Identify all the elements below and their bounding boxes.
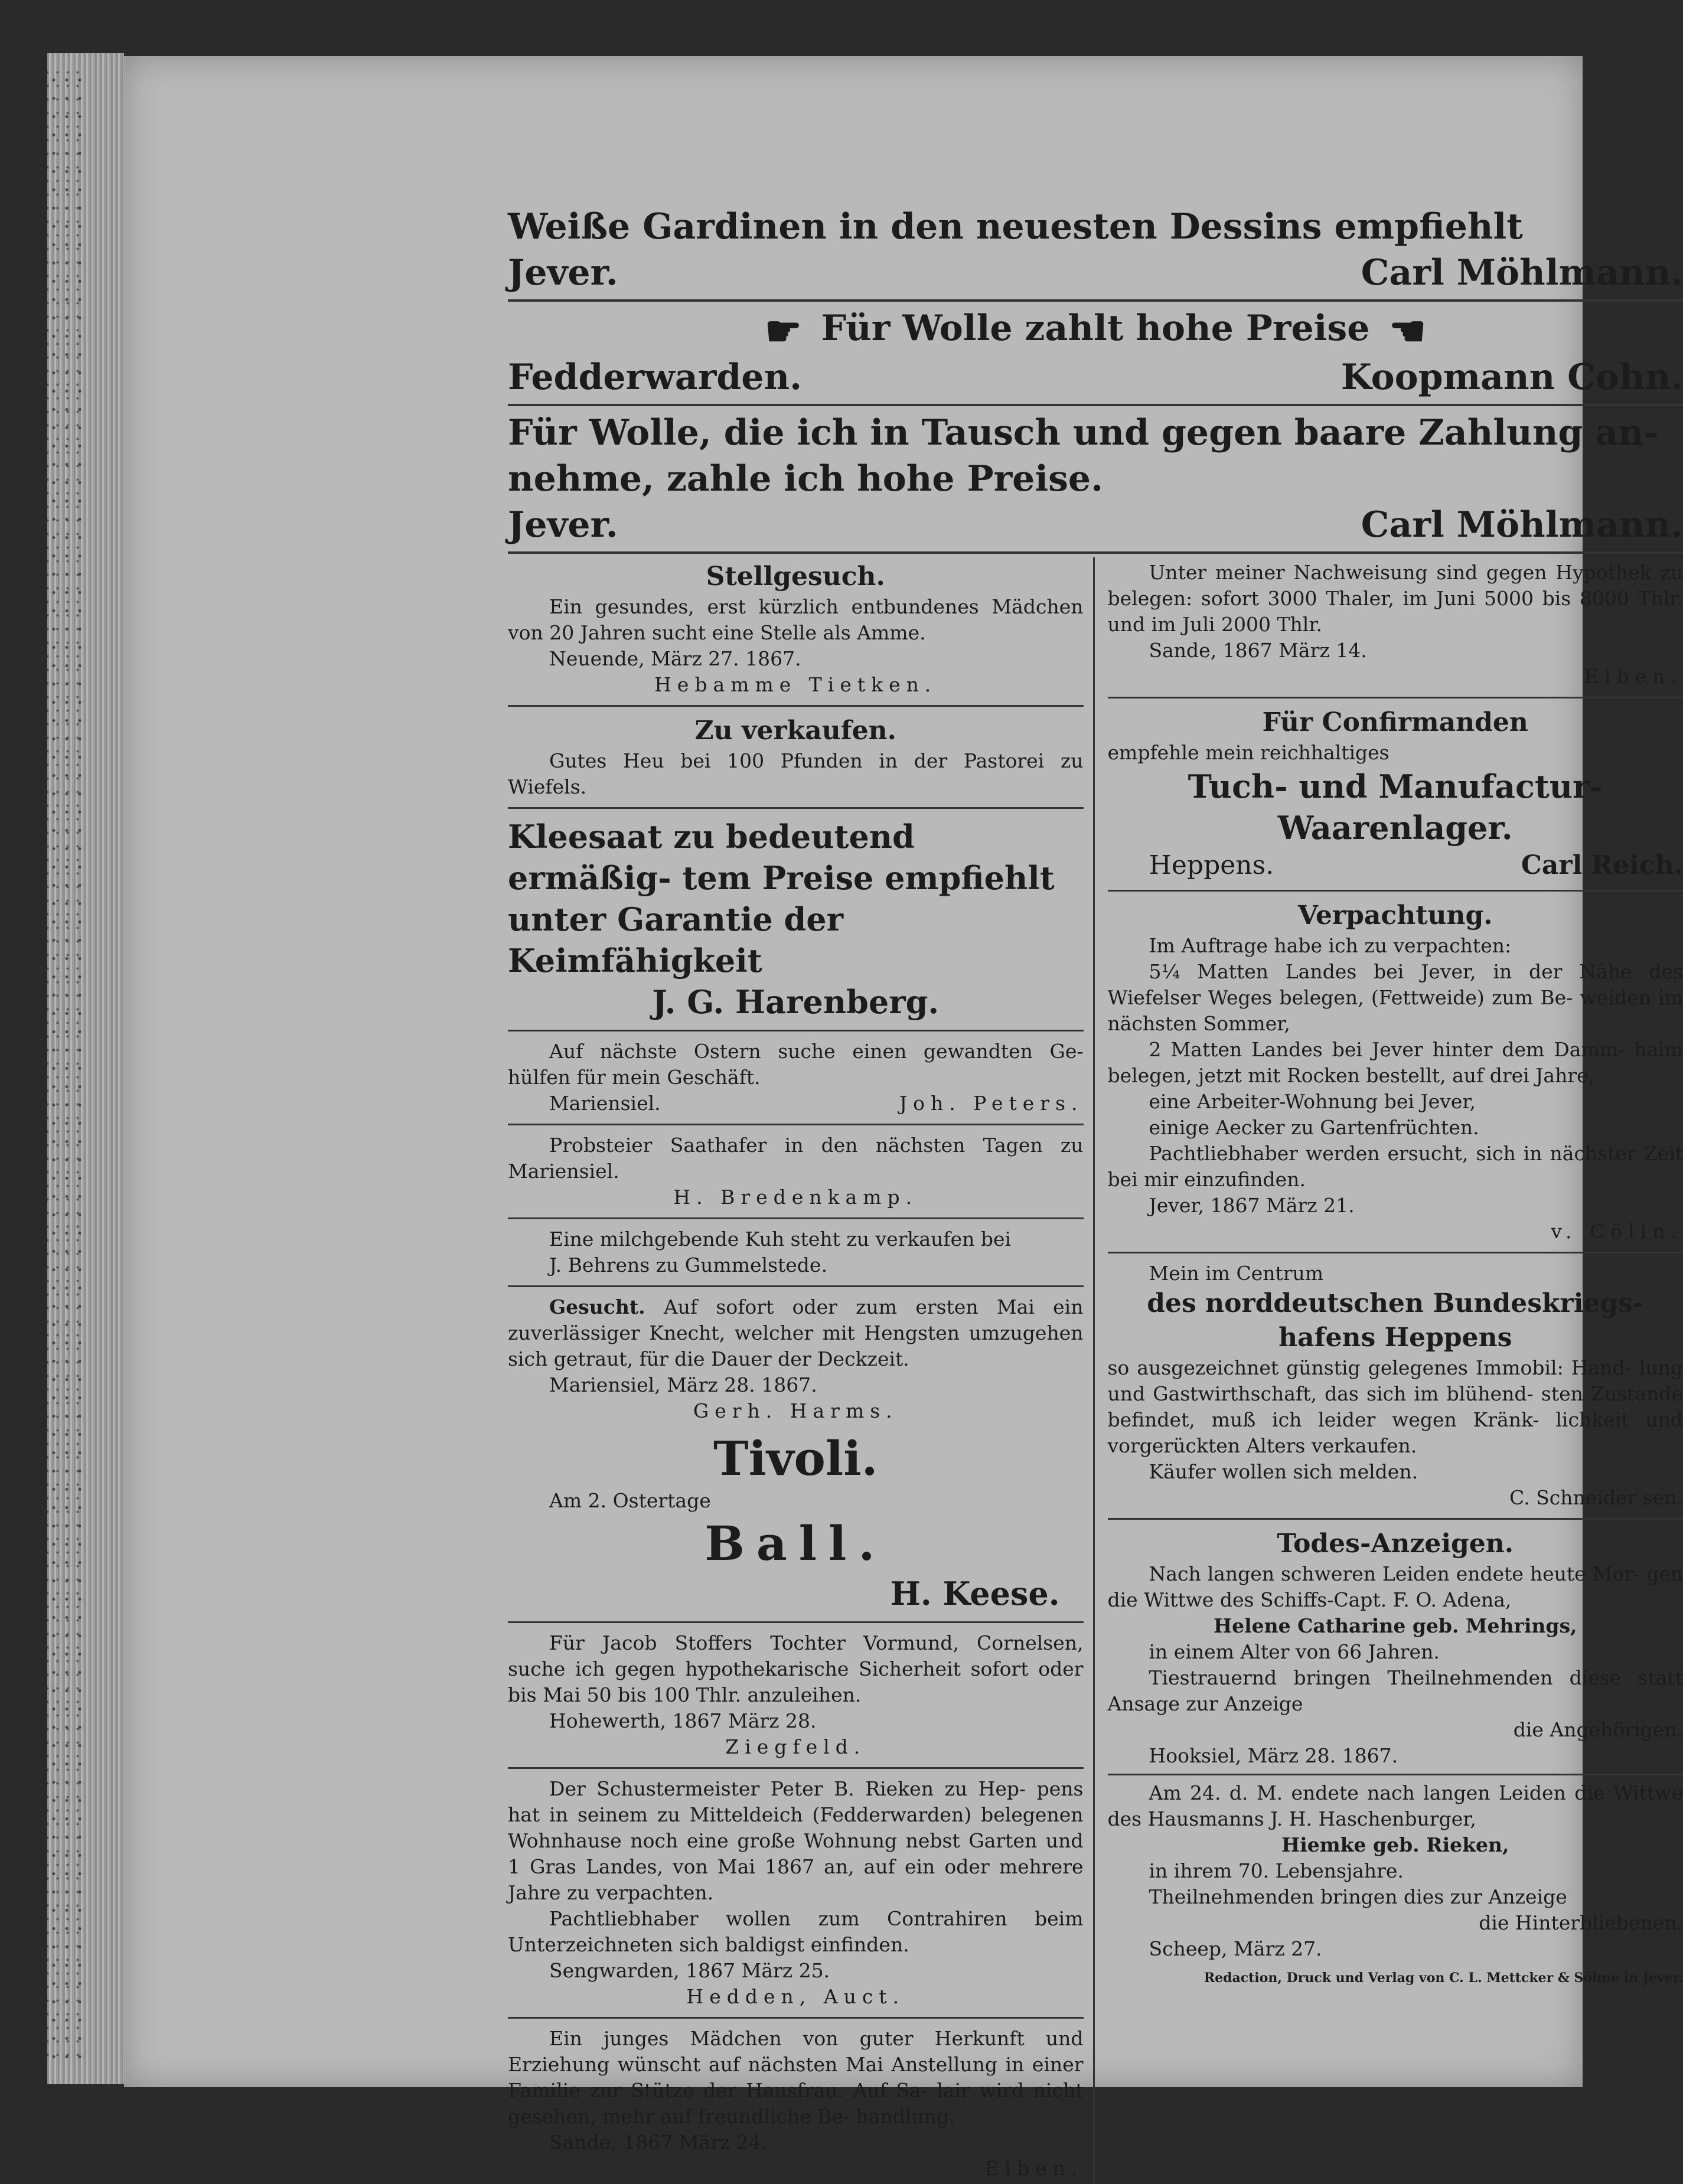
ad-signature: Hebamme Tietken. <box>508 672 1084 698</box>
divider <box>1108 1518 1683 1520</box>
ad-text: Auf nächste Ostern suche einen gewandten Ge- hülfen für mein Geschäft. <box>508 1039 1084 1091</box>
hypothek-ad <box>1108 557 1683 692</box>
ad-date: Sengwarden, 1867 März 25. <box>508 1958 1084 1984</box>
death1-date: Hooksiel, März 28. 1867. <box>1108 1743 1683 1769</box>
wool2-ad-line1: Für Wolle, die ich in Tausch und gegen baare Zahlung an- <box>508 410 1683 456</box>
divider <box>1108 1774 1683 1775</box>
gesucht-ad <box>508 1292 1084 1426</box>
ad-place: Heppens. <box>1108 848 1274 883</box>
ad-signature: v. Cölln. <box>1108 1219 1683 1245</box>
ad-text: Der Schustermeister Peter B. Rieken zu Hep- pens hat in seinem zu Mitteldeich (Fedderwarden) belegenen Wohnhause noch eine große Wohnung nebst Garten und 1 Gras Landes, von Mai 1867 an, auf ein oder mehrere Jahre zu verpachten. <box>508 1776 1084 1906</box>
ad-signature: H. Keese. <box>508 1573 1084 1614</box>
ad-text: Am 2. Ostertage <box>508 1488 1084 1514</box>
divider <box>508 1030 1084 1031</box>
ad-footer <box>1108 848 1683 883</box>
divider <box>508 1621 1084 1623</box>
name-carl-moehlmann: Carl Möhlmann. <box>1361 250 1683 296</box>
rieken-ad <box>508 1774 1084 2012</box>
ad-ball: Ball. <box>508 1514 1084 1573</box>
death2-age: in ihrem 70. Lebensjahre. <box>1108 1858 1683 1884</box>
ad-headline: Kleesaat zu bedeutend ermäßig- tem Preise empfiehlt unter Garantie der Keimfähigkeit <box>508 816 1084 981</box>
ad-sub: empfehle mein reichhaltiges <box>1108 740 1683 766</box>
divider <box>508 1285 1084 1287</box>
ad-title: Tivoli. <box>508 1429 1084 1488</box>
divider <box>508 551 1683 554</box>
wool2-ad-signature <box>508 502 1683 548</box>
ad-signature: Ziegfeld. <box>508 1734 1084 1760</box>
ad-signature: Gerh. Harms. <box>508 1398 1084 1424</box>
ad-lead: Gesucht. <box>549 1295 645 1318</box>
place-jever: Jever. <box>508 250 618 296</box>
ad-place: Mariensiel. <box>508 1091 661 1117</box>
ad-lead: Mein im Centrum <box>1108 1261 1683 1287</box>
death2-text: Am 24. d. M. endete nach langen Leiden die Wittwe des Hausmanns J. H. Haschenburger, <box>1108 1780 1683 1832</box>
ad-signature: C. Schneider sen. <box>1108 1485 1683 1511</box>
ad-item1: 5¼ Matten Landes bei Jever, in der Nähe des Wiefelser Weges belegen, (Fettweide) zum Be- weiden im nächsten Sommer, <box>1108 959 1683 1037</box>
ad-note: Käufer wollen sich melden. <box>1108 1459 1683 1485</box>
ad-text: Probsteier Saathafer in den nächsten Tagen zu Mariensiel. <box>508 1132 1084 1184</box>
confirmanden-ad <box>1108 703 1683 885</box>
ad-text: Unter meiner Nachweisung sind gegen Hypothek zu belegen: sofort 3000 Thaler, im Juni 5000 bis 8000 Thlr. und im Juli 2000 Thlr. <box>1108 560 1683 638</box>
ad-date: Jever, 1867 März 21. <box>1108 1193 1683 1219</box>
death2-date: Scheep, März 27. <box>1108 1936 1683 1962</box>
stoffers-ad <box>508 1628 1084 1762</box>
divider <box>508 299 1683 302</box>
two-column-body <box>508 557 1683 2184</box>
ad-signature: Joh. Peters. <box>899 1091 1084 1117</box>
ad-title: Für Confirmanden <box>1108 706 1683 740</box>
page-content <box>508 204 1683 2040</box>
death1-note: Tiestrauernd bringen Theilnehmenden diese statt Ansage zur Anzeige <box>1108 1665 1683 1717</box>
todes-anzeigen <box>1108 1524 1683 1964</box>
ad-headline2: Waarenlager. <box>1108 807 1683 848</box>
death1-text: Nach langen schweren Leiden endete heute Mor- gen die Wittwe des Schiffs-Capt. F. O. Adena, <box>1108 1561 1683 1613</box>
left-column <box>508 557 1093 2184</box>
pointing-hand-right-icon: ☛ <box>765 308 802 354</box>
ad-text-line2: J. Behrens zu Gummelstede. <box>508 1252 1084 1278</box>
ad-text: Gutes Heu bei 100 Pfunden in der Pastorei zu Wiefels. <box>508 748 1084 800</box>
book-edge-speckle <box>47 71 83 2067</box>
ad-signature: H. Bredenkamp. <box>508 1184 1084 1210</box>
ad-date: Neuende, März 27. 1867. <box>508 646 1084 672</box>
divider <box>1108 890 1683 892</box>
ad-title: Verpachtung. <box>1108 899 1683 933</box>
ad-text <box>508 1294 1084 1372</box>
ad-date: Sande, 1867 März 24. <box>508 2130 1084 2156</box>
ad-title: Stellgesuch. <box>508 560 1084 594</box>
divider <box>508 2017 1084 2019</box>
tivoli-ad <box>508 1426 1084 1617</box>
divider <box>508 807 1084 809</box>
divider <box>508 705 1084 707</box>
wool-ad-title <box>508 305 1683 354</box>
immobil-ad <box>1108 1258 1683 1513</box>
maedchen-ad <box>508 2023 1084 2184</box>
wool-title-text: Für Wolle zahlt hohe Preise <box>821 308 1370 349</box>
gardinen-ad-line: Weiße Gardinen in den neuesten Dessins empfiehlt <box>508 204 1683 250</box>
ad-headline2: hafens Heppens <box>1108 1321 1683 1355</box>
ad-signature: Carl Reich. <box>1521 848 1683 883</box>
ad-footer <box>508 1091 1084 1117</box>
place-fedderwarden: Fedderwarden. <box>508 354 802 400</box>
ad-title: Todes-Anzeigen. <box>1108 1527 1683 1561</box>
gardinen-ad-signature <box>508 250 1683 296</box>
gehuelfe-ad <box>508 1036 1084 1119</box>
printer-imprint: Redaction, Druck und Verlag von C. L. Mettcker & Söhne in Jever. <box>1108 1970 1683 1986</box>
ad-text: Eine milchgebende Kuh steht zu verkaufen bei <box>508 1226 1084 1252</box>
ad-headline1: Tuch- und Manufactur- <box>1108 766 1683 807</box>
wool2-ad-line2: nehme, zahle ich hohe Preise. <box>508 456 1683 502</box>
death1-signature: die Angehörigen. <box>1108 1717 1683 1743</box>
ad-signature: J. G. Harenberg. <box>508 981 1084 1023</box>
death2-signature: die Hinterbliebenen. <box>1108 1910 1683 1936</box>
ad-title: Zu verkaufen. <box>508 714 1084 748</box>
ad-intro: Im Auftrage habe ich zu verpachten: <box>1108 933 1683 959</box>
ad-item2: 2 Matten Landes bei Jever hinter dem Damm- halm belegen, jetzt mit Rocken bestellt, auf drei Jahre, <box>1108 1037 1683 1089</box>
ad-item4: einige Aecker zu Gartenfrüchten. <box>1108 1115 1683 1141</box>
divider <box>508 1217 1084 1219</box>
divider <box>508 404 1683 406</box>
pointing-hand-left-icon: ☚ <box>1389 308 1426 354</box>
ad-headline1: des norddeutschen Bundeskriegs- <box>1108 1287 1683 1321</box>
right-column <box>1093 557 1683 2184</box>
divider <box>1108 1252 1683 1253</box>
wool-ad-signature <box>508 354 1683 400</box>
kleesaat-ad <box>508 814 1084 1025</box>
divider <box>508 1124 1084 1125</box>
ad-item3: eine Arbeiter-Wohnung bei Jever, <box>1108 1089 1683 1115</box>
ad-text: so ausgezeichnet günstig gelegenes Immobil: Hand- lung und Gastwirthschaft, das sich im blühend- sten Zustande befindet, muß ich leider wegen Kränk- lichkeit und vorgerückten Alters verkaufen. <box>1108 1355 1683 1459</box>
stellgesuch-ad <box>508 557 1084 700</box>
ad-text: Ein junges Mädchen von guter Herkunft und Erziehung wünscht auf nächsten Mai Anstellung in einer Familie zur Stütze der Hausfrau. Auf Sa- lair wird nicht gesehen, mehr auf freundliche Be- handlung. <box>508 2026 1084 2130</box>
ad-signature: Eiben. <box>1108 664 1683 690</box>
divider <box>508 1767 1084 1769</box>
divider <box>1108 697 1683 698</box>
verpachtung-ad <box>1108 896 1683 1247</box>
ad-text2: Pachtliebhaber wollen zum Contrahiren beim Unterzeichneten sich baldigst einfinden. <box>508 1906 1084 1958</box>
ad-date: Mariensiel, März 28. 1867. <box>508 1372 1084 1398</box>
ad-date: Sande, 1867 März 14. <box>1108 638 1683 664</box>
death1-name: Helene Catharine geb. Mehrings, <box>1108 1613 1683 1639</box>
ad-text: Für Jacob Stoffers Tochter Vormund, Cornelsen, suche ich gegen hypothekarische Sicherheit sofort oder bis Mai 50 bis 100 Thlr. anzuleihen. <box>508 1630 1084 1708</box>
ad-text: Ein gesundes, erst kürzlich entbundenes Mädchen von 20 Jahren sucht eine Stelle als Amme. <box>508 594 1084 646</box>
death1-age: in einem Alter von 66 Jahren. <box>1108 1639 1683 1665</box>
saathafer-ad <box>508 1130 1084 1213</box>
name-carl-moehlmann: Carl Möhlmann. <box>1361 502 1683 548</box>
ad-note: Pachtliebhaber werden ersucht, sich in nächster Zeit bei mir einzufinden. <box>1108 1141 1683 1193</box>
place-jever: Jever. <box>508 502 618 548</box>
kuh-ad <box>508 1224 1084 1281</box>
death2-name: Hiemke geb. Rieken, <box>1108 1832 1683 1858</box>
newspaper-page <box>124 56 1583 2087</box>
ad-date: Hohewerth, 1867 März 28. <box>508 1708 1084 1734</box>
name-koopmann-cohn: Koopmann Cohn. <box>1341 354 1683 400</box>
ad-signature: Hedden, Auct. <box>508 1984 1084 2010</box>
ad-body: Auf sofort oder zum ersten Mai ein zuverlässiger Knecht, welcher mit Hengsten umzugehen sich getraut, für die Dauer der Deckzeit. <box>508 1295 1084 1370</box>
ad-signature: Eiben. <box>508 2156 1084 2182</box>
death2-note: Theilnehmenden bringen dies zur Anzeige <box>1108 1884 1683 1910</box>
verkaufen-ad <box>508 711 1084 802</box>
